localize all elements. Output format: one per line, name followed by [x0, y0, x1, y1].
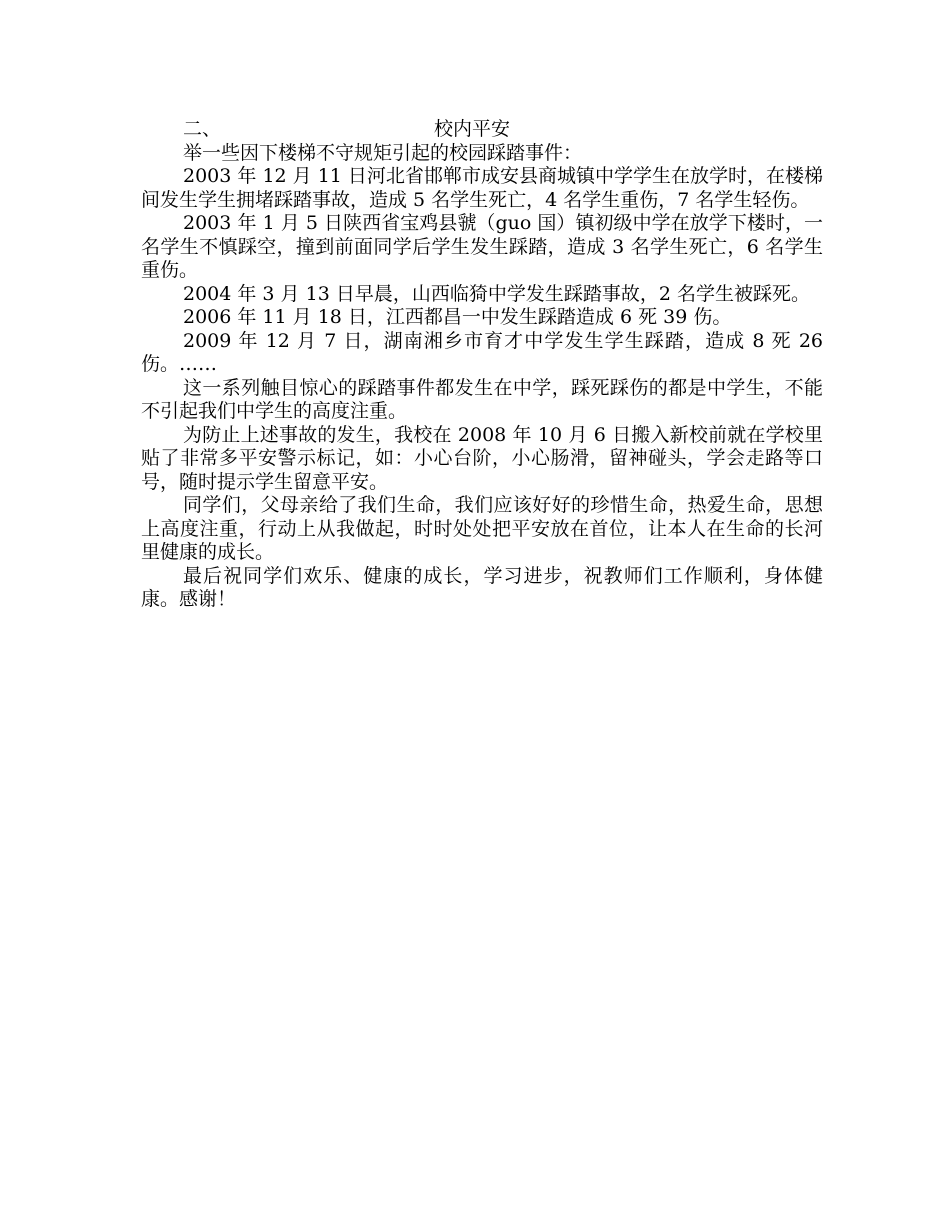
section-heading — [141, 118, 823, 142]
incident-2004-shanxi-paragraph: 2004 年 3 月 13 日早晨，山西临猗中学发生踩踏事故，2 名学生被踩死。 — [183, 282, 810, 305]
appeal-paragraph: 同学们，父母亲给了我们生命，我们应该好好的珍惜生命，热爱生命，思想上高度注重，行动上从我做起，时时处处把平安放在首位，让本人在生命的长河里健康的成长。 — [141, 494, 823, 563]
document-body — [141, 118, 823, 612]
prevention-paragraph: 为防止上述事故的发生，我校在 2008 年 10 月 6 日搬入新校前就在学校里贴了非常多平安警示标记，如：小心台阶，小心肠滑，留神碰头，学会走路等口号，随时提示学生留意平安。 — [141, 423, 823, 493]
incident-2006-jiangxi-paragraph: 2006 年 11 月 18 日，江西都昌一中发生踩踏造成 6 死 39 伤。 — [183, 306, 732, 328]
intro-paragraph: 举一些因下楼梯不守规矩引起的校园踩踏事件： — [183, 141, 583, 164]
closing-paragraph: 最后祝同学们欢乐、健康的成长，学习进步，祝教师们工作顺利，身体健康。感谢！ — [141, 564, 823, 610]
incident-2009-hunan-paragraph: 2009 年 12 月 7 日，湖南湘乡市育才中学发生学生踩踏，造成 8 死 26 伤。…… — [141, 329, 823, 375]
summary-paragraph: 这一系列触目惊心的踩踏事件都发生在中学，踩死踩伤的都是中学生，不能不引起我们中学生的高度注重。 — [141, 376, 823, 422]
incident-2003-shaanxi-paragraph: 2003 年 1 月 5 日陕西省宝鸡县虢（guo 国）镇初级中学在放学下楼时，一名学生不慎踩空，撞到前面同学后学生发生踩踏，造成 3 名学生死亡，6 名学生重伤。 — [141, 212, 823, 281]
section-title: 校内平安 — [434, 118, 511, 140]
incident-2003-hebei-paragraph: 2003 年 12 月 11 日河北省邯郸市成安县商城镇中学学生在放学时，在楼梯间发生学生拥堵踩踏事故，造成 5 名学生死亡，4 名学生重伤，7 名学生轻伤。 — [141, 165, 823, 211]
section-number: 二、 — [183, 118, 222, 140]
